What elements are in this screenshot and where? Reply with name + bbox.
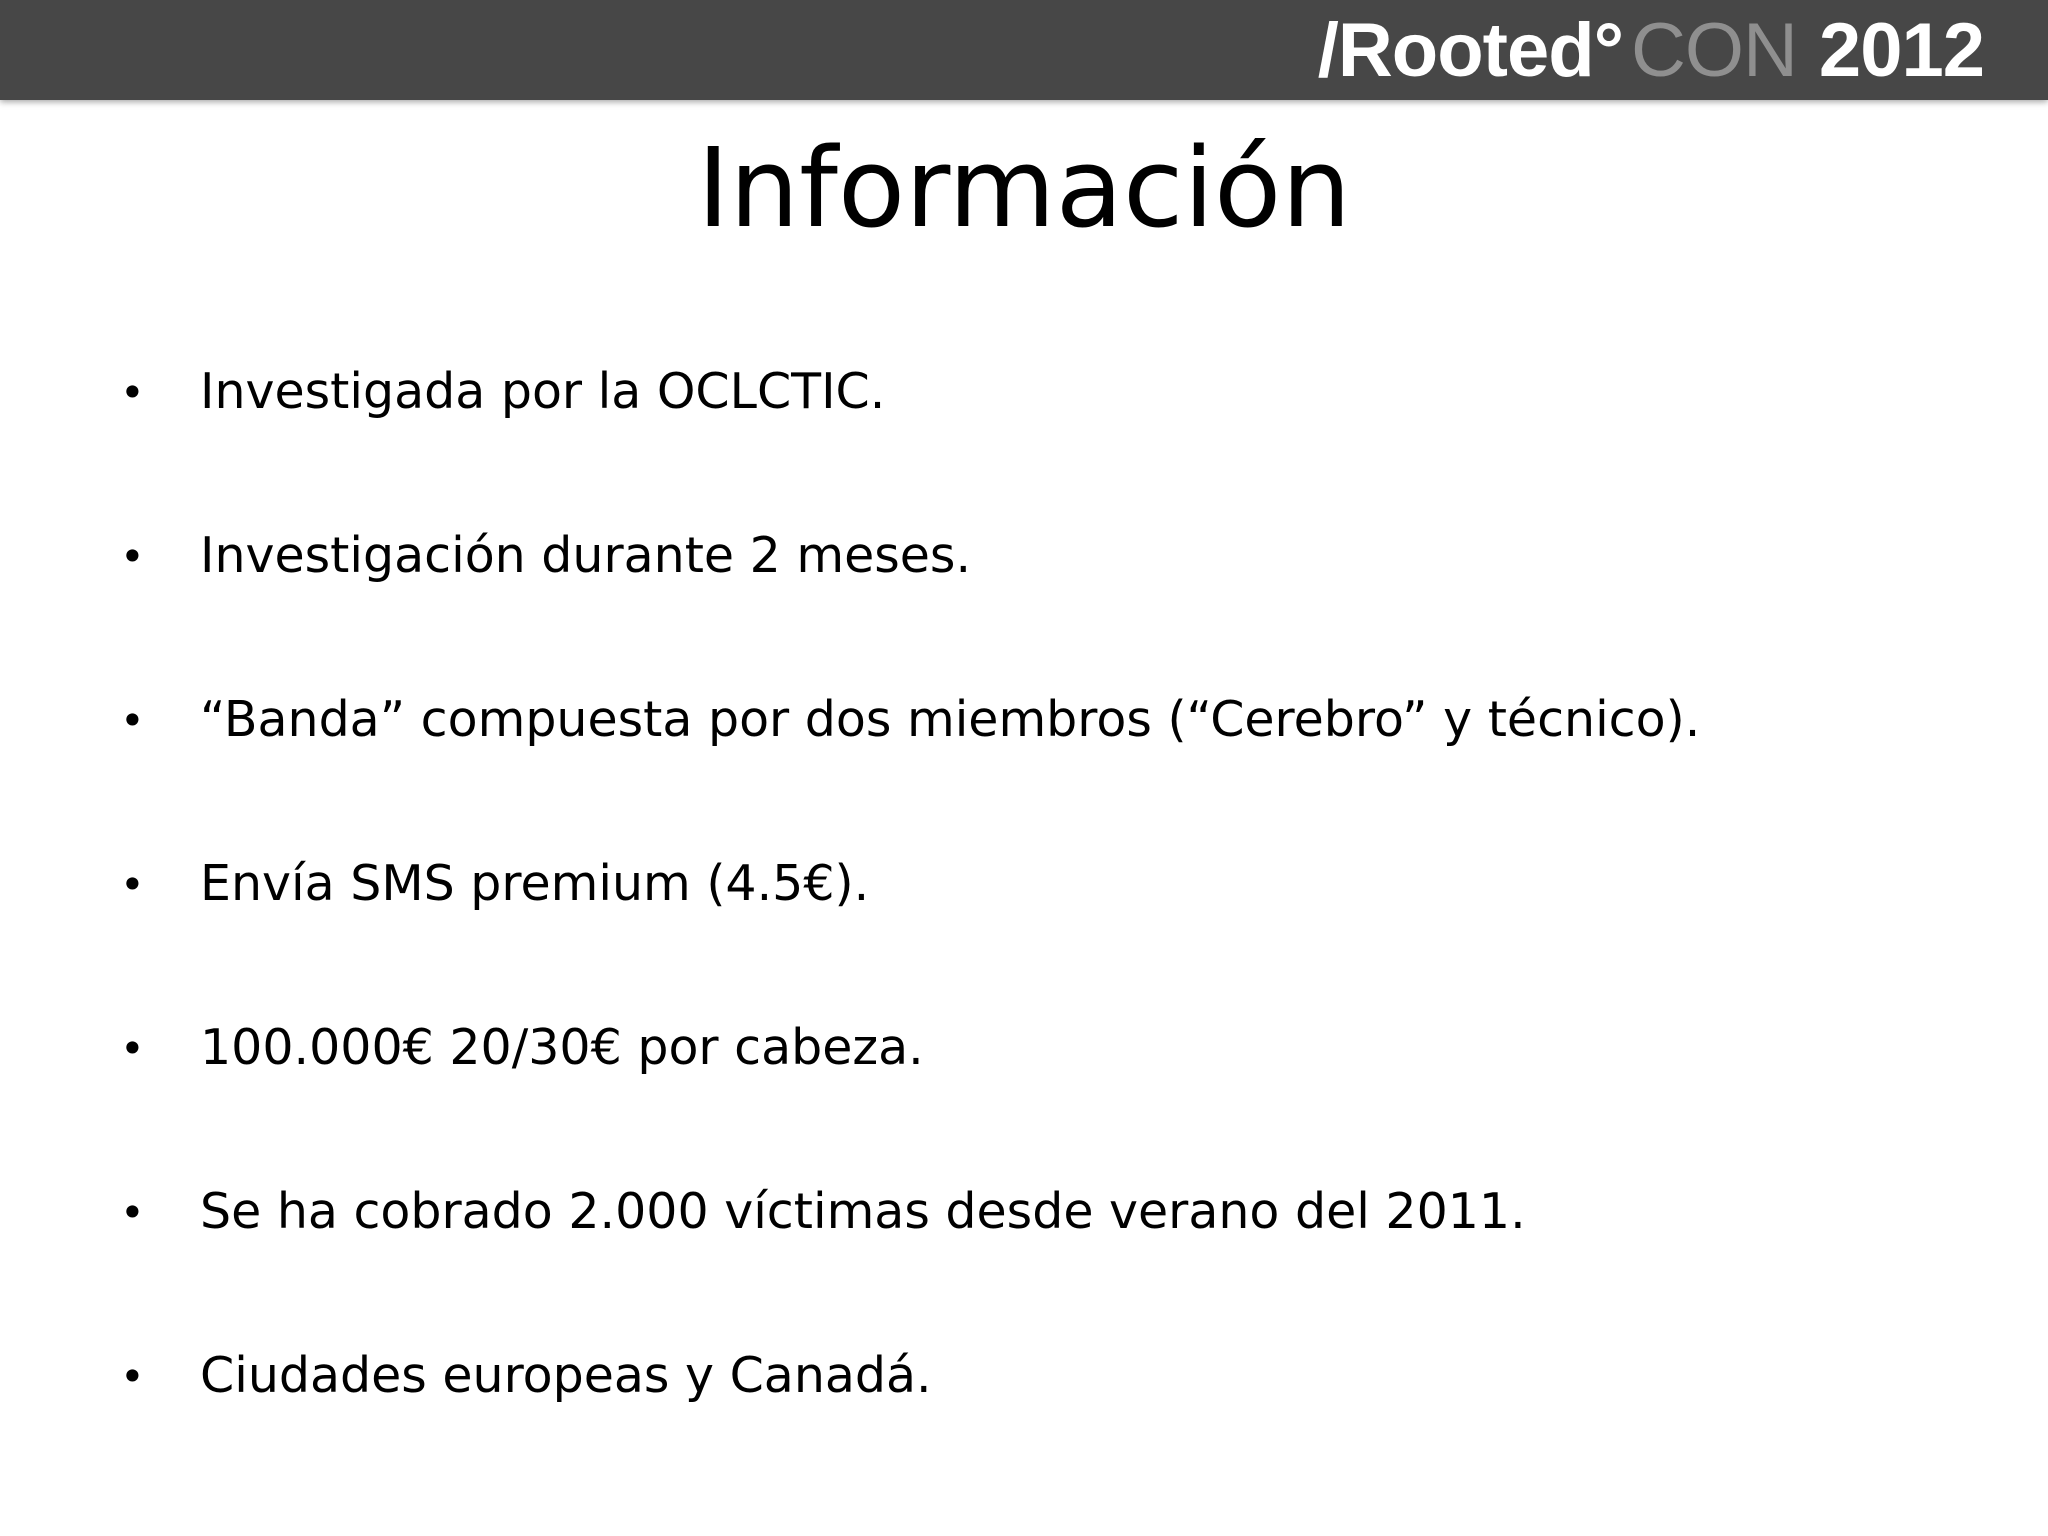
rootedcon-logo bbox=[1318, 6, 1984, 96]
bullet-icon: • bbox=[120, 368, 145, 417]
bullet-icon: • bbox=[120, 532, 145, 581]
list-item bbox=[0, 1016, 2048, 1180]
bullet-list bbox=[0, 360, 2048, 1508]
bullet-icon: • bbox=[120, 696, 145, 745]
list-item bbox=[0, 852, 2048, 1016]
list-item bbox=[0, 360, 2048, 524]
logo-year-text: 2012 bbox=[1818, 8, 1984, 93]
bullet-icon: • bbox=[120, 1188, 145, 1237]
list-item bbox=[0, 524, 2048, 688]
bullet-text: Envía SMS premium (4.5€). bbox=[200, 855, 870, 912]
bullet-icon: • bbox=[120, 1352, 145, 1401]
bullet-icon: • bbox=[120, 1024, 145, 1073]
slide-title: Información bbox=[696, 124, 1352, 252]
list-item bbox=[0, 1344, 2048, 1508]
bullet-text: Investigada por la OCLCTIC. bbox=[200, 363, 886, 420]
logo-con-text: CON bbox=[1631, 8, 1797, 93]
logo-rooted-text: /Rooted° bbox=[1317, 8, 1624, 93]
list-item bbox=[0, 688, 2048, 852]
bullet-text: Investigación durante 2 meses. bbox=[200, 527, 972, 584]
bullet-text: Se ha cobrado 2.000 víctimas desde verano del 2011. bbox=[200, 1183, 1526, 1240]
bullet-text: Ciudades europeas y Canadá. bbox=[200, 1347, 932, 1404]
bullet-icon: • bbox=[120, 860, 145, 909]
list-item bbox=[0, 1180, 2048, 1344]
header-bar bbox=[0, 0, 2048, 100]
bullet-text: “Banda” compuesta por dos miembros (“Cerebro” y técnico). bbox=[200, 691, 1701, 748]
bullet-text: 100.000€ 20/30€ por cabeza. bbox=[200, 1019, 924, 1076]
